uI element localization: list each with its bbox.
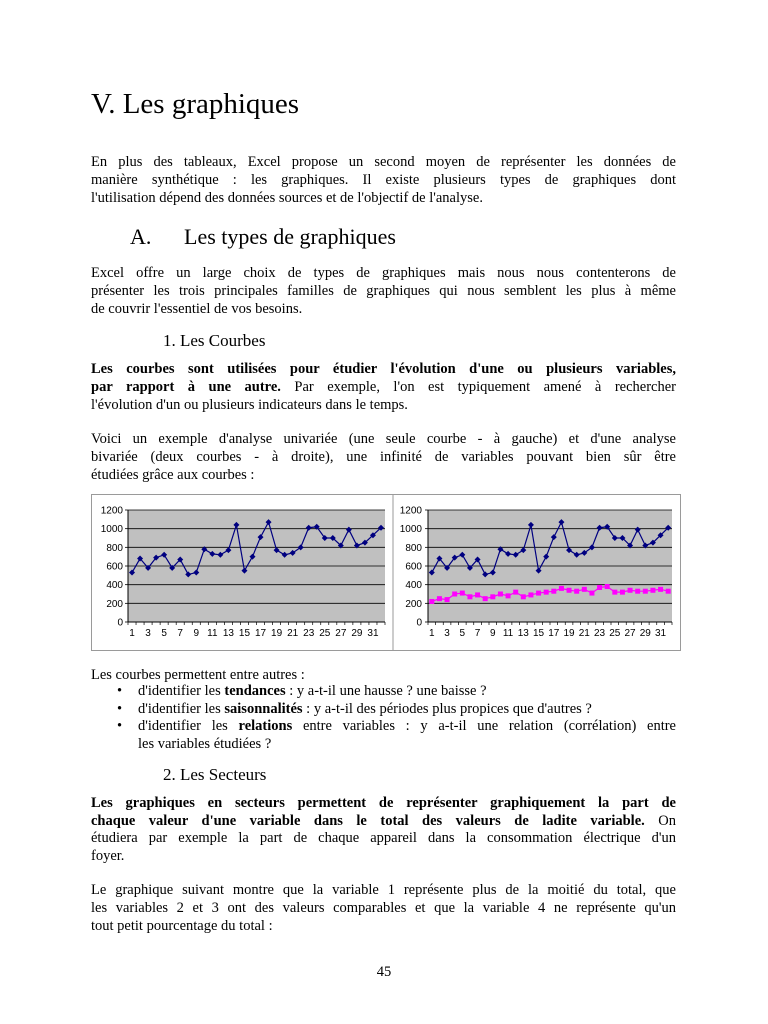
x-tick-label: 11 [207,628,218,639]
line-charts-figure [91,494,681,652]
y-tick-label: 1000 [399,524,422,536]
x-tick-label: 17 [548,628,560,639]
text-line: foyer. [91,847,125,864]
secteurs-paragraph-2 [91,881,676,935]
data-point [551,589,556,594]
text-span: : y a-t-il une hausse ? une baisse ? [285,683,487,699]
x-tick-label: 15 [238,628,251,639]
x-tick-label: 17 [254,628,267,639]
list-item-text [138,701,676,719]
y-tick-label: 600 [405,561,422,573]
chart-univariate [101,506,385,640]
bullet-icon: • [117,683,123,699]
x-tick-label: 19 [563,628,575,639]
x-tick-label: 25 [609,628,621,639]
x-tick-label: 3 [145,628,151,639]
data-point [498,592,503,597]
x-tick-label: 23 [594,628,606,639]
data-point [635,589,640,594]
text-line: l'utilisation dépend des données sources et de l'objectif de l'analyse. [91,190,483,206]
data-point [544,590,549,595]
y-tick-label: 1200 [100,505,123,517]
data-point [628,588,633,593]
data-point [521,594,526,599]
text-span: d'identifier les [138,718,239,734]
data-point [528,592,533,597]
x-tick-label: 7 [474,628,481,639]
text-span: Par exemple, l'on est typiquement amené à rechercher [280,379,676,395]
text-line: bivariée (deux courbes - à droite), une infinité de variables pouvant bien sûr être [91,449,676,465]
section-a-title: Les types de graphiques [184,224,396,249]
x-tick-label: 5 [161,628,167,639]
courbes-heading: 1. Les Courbes [163,331,266,350]
data-point [460,591,465,596]
list-item-text [138,718,676,736]
intro-paragraph [91,153,676,207]
x-tick-label: 1 [429,628,435,639]
data-point [506,593,511,598]
secteurs-heading: 2. Les Secteurs [163,765,267,784]
list-item-continuation [91,736,676,754]
text-line: manière synthétique : les graphiques. Il existe plusieurs types de graphiques dont [91,172,676,188]
text-span: d'identifier les [138,683,225,699]
bullet-list [91,683,676,753]
text-line [91,360,676,378]
text-line: les variables 2 et 3 ont des valeurs comparables et que la variable 4 ne représente qu'un [91,900,676,916]
bold-text: par rapport à une autre. [91,379,281,395]
y-tick-label: 600 [106,561,123,573]
bold-text: saisonnalités [224,700,303,717]
list-intro: Les courbes permettent entre autres : [91,667,305,683]
bold-text: tendances [224,683,286,699]
y-tick-label: 0 [117,617,123,629]
x-tick-label: 25 [319,628,331,639]
data-point [643,589,648,594]
x-tick-label: 27 [624,628,636,639]
x-tick-label: 1 [129,628,135,639]
bold-text: Les courbes sont utilisées pour étudier l'évolution d'une ou plusieurs variables, [91,361,676,377]
bold-text: relations [238,718,293,734]
x-tick-label: 15 [533,628,545,639]
x-tick-label: 21 [578,628,590,639]
text-span: entre variables : y a-t-il une relation (corrélation) entre [292,718,676,734]
list-item [91,683,676,701]
data-point [483,596,488,601]
text-span: : y a-t-il des périodes plus propices que d'autres ? [302,700,592,717]
y-tick-label: 400 [106,580,123,592]
bold-text: chaque valeur d'une variable dans le total des valeurs de ladite variable. [91,812,645,829]
x-tick-label: 31 [367,628,379,639]
text-line: En plus des tableaux, Excel propose un second moyen de représenter les données de [91,154,676,170]
x-tick-label: 27 [335,628,347,639]
text-line: étudiera par exemple la part de chaque appareil dans la consommation électrique d'un [91,830,676,847]
text-line: présenter les trois principales familles de graphiques qui nous semblent les plus à même [91,283,676,299]
data-point [429,599,434,604]
y-tick-label: 200 [106,598,123,610]
x-tick-label: 31 [655,628,667,639]
text-span: d'identifier les [138,700,225,717]
data-point [612,590,617,595]
data-point [475,592,480,597]
text-span: On [644,812,676,829]
y-tick-label: 800 [106,542,123,554]
data-point [467,594,472,599]
courbes-paragraph-1 [91,360,676,414]
data-point [437,596,442,601]
courbes-paragraph-2 [91,430,676,484]
list-item-text [138,683,676,701]
text-line: l'évolution d'un ou plusieurs indicateurs dans le temps. [91,397,408,413]
x-tick-label: 29 [639,628,651,639]
data-point [650,588,655,593]
list-item [91,701,676,719]
data-point [574,589,579,594]
bold-text: Les graphiques en secteurs permettent de représenter graphiquement la part de [91,795,676,811]
text-line: étudiées grâce aux courbes : [91,467,255,483]
x-tick-label: 7 [177,628,183,639]
data-point [452,592,457,597]
text-line: Voici un exemple d'analyse univariée (une seule courbe - à gauche) et d'une analyse [91,431,676,447]
page-title: V. Les graphiques [91,88,300,120]
x-tick-label: 5 [459,628,466,639]
secteurs-paragraph-1 [91,795,676,865]
section-a-paragraph [91,264,676,318]
bullet-icon: • [117,718,123,734]
list-item-text: les variables étudiées ? [138,735,272,752]
data-point [597,585,602,590]
x-tick-label: 29 [351,628,363,639]
data-point [445,597,450,602]
x-tick-label: 13 [517,628,529,639]
y-tick-label: 1200 [399,505,422,517]
data-point [658,587,663,592]
y-tick-label: 800 [405,542,422,554]
x-tick-label: 13 [222,628,234,639]
x-tick-label: 9 [490,628,496,639]
text-line: tout petit pourcentage du total : [91,918,273,934]
text-line: Le graphique suivant montre que la variable 1 représente plus de la moitié du total, que [91,882,676,898]
text-line [91,813,676,831]
data-point [620,590,625,595]
x-tick-label: 19 [271,628,283,639]
data-point [490,594,495,599]
y-tick-label: 1000 [100,524,123,536]
data-point [513,590,518,595]
y-tick-label: 0 [416,617,422,629]
data-point [567,588,572,593]
text-line: de couvrir l'essentiel de vos besoins. [91,301,303,317]
list-item [91,718,676,736]
data-point [536,591,541,596]
y-tick-label: 200 [405,598,422,610]
x-tick-label: 9 [193,628,200,639]
x-tick-label: 23 [303,628,315,639]
y-tick-label: 400 [405,580,422,592]
section-a-number: A. [130,224,152,249]
text-line [91,795,676,813]
page-number: 45 [376,964,392,980]
data-point [605,584,610,589]
data-point [559,586,564,591]
data-point [582,587,587,592]
bullet-icon: • [117,700,123,717]
x-tick-label: 21 [287,628,299,639]
chart-bivariate [400,506,672,640]
text-line: Excel offre un large choix de types de graphiques mais nous nous contenterons de [91,265,676,281]
x-tick-label: 3 [444,628,450,639]
data-point [589,591,594,596]
x-tick-label: 11 [502,628,514,639]
text-line [91,378,676,396]
data-point [666,589,671,594]
